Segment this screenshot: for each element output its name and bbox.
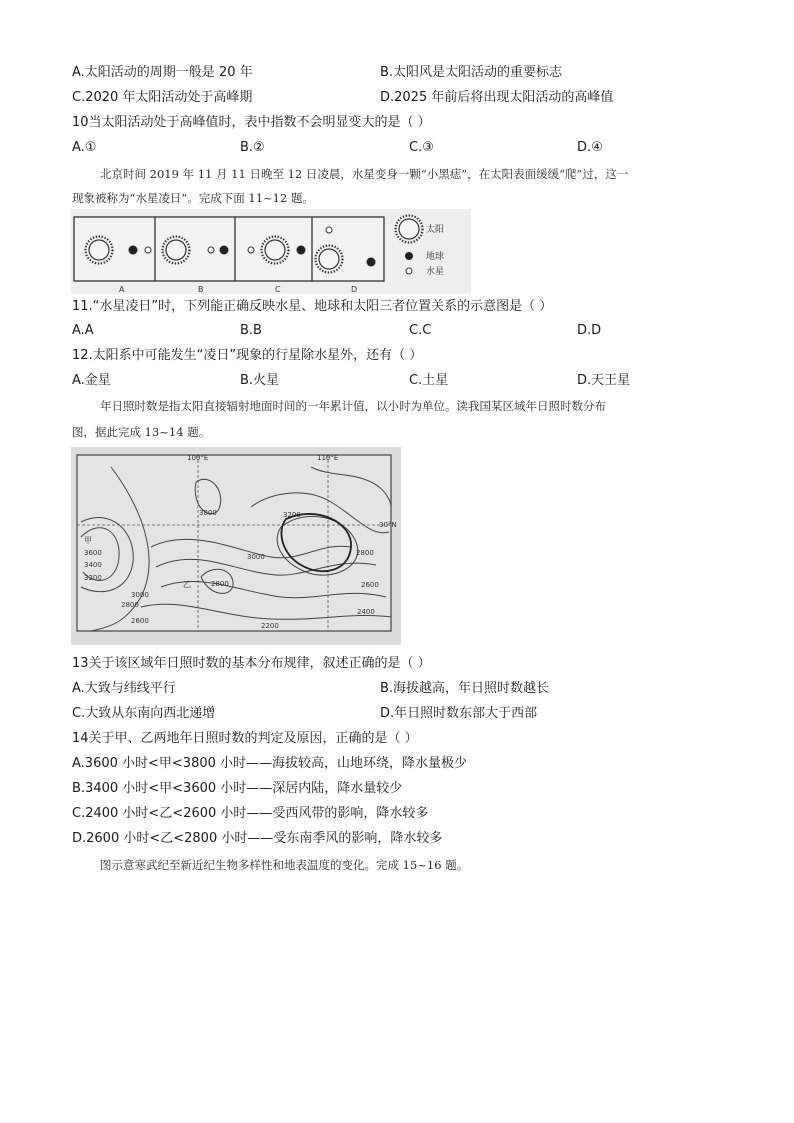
panel-d-earth-icon	[367, 258, 376, 267]
contour-label: 2800	[356, 549, 374, 557]
lat-label-30n: 30°N	[379, 521, 397, 529]
q14-option-a: A.3600 小时<甲<3800 小时——海拔较高，山地环绕，降水量极少	[72, 756, 468, 771]
contour-label: 2400	[357, 608, 375, 616]
q12-option-d: D.天王星	[577, 373, 631, 388]
q11-option-d: D.D	[577, 323, 602, 338]
passage-sunshine-line1: 年日照时数是指太阳直接辐射地面时间的一年累计值，以小时为单位。读我国某区域年日照时数分布	[100, 399, 606, 413]
passage-mercury-line1: 北京时间 2019 年 11 月 11 日晚至 12 日凌晨，水星变身一颗“小黑痣”，在太阳表面缓缓“爬”过，这一	[100, 167, 629, 181]
q13-option-d: D.年日照时数东部大于西部	[380, 706, 538, 721]
q10-option-d: D.④	[577, 140, 603, 155]
q12-option-a: A.金星	[72, 373, 111, 388]
contour-label: 3800	[199, 509, 217, 517]
panel-d-mercury-icon	[326, 227, 332, 233]
panel-b-earth-icon	[220, 246, 229, 255]
legend-earth-icon	[405, 252, 413, 260]
q9-option-a: A.太阳活动的周期一般是 20 年	[72, 65, 253, 80]
contour-label: 3600	[84, 549, 102, 557]
panel-c-mercury-icon	[248, 247, 254, 253]
contour-label: 2800	[211, 580, 229, 588]
q13-option-a: A.大致与纬线平行	[72, 681, 176, 696]
q9-option-c: C.2020 年太阳活动处于高峰期	[72, 90, 253, 105]
q10-option-a: A.①	[72, 140, 97, 155]
panel-b-mercury-icon	[208, 247, 214, 253]
lon-label-100e: 100°E	[187, 454, 209, 462]
q11-option-a: A.A	[72, 323, 94, 338]
q12-option-c: C.土星	[409, 373, 449, 388]
q14-option-d: D.2600 小时<乙<2800 小时——受东南季风的影响，降水较多	[72, 831, 443, 846]
legend-sun-label: 太阳	[426, 225, 445, 235]
contour-label: 3000	[131, 591, 149, 599]
contour-label: 2800	[121, 601, 139, 609]
q13-stem: 13关于该区域年日照时数的基本分布规律，叙述正确的是（ ）	[72, 656, 431, 671]
passage-mercury-line2: 现象被称为“水星凌日”。完成下面 11~12 题。	[72, 191, 314, 205]
legend-earth-label: 地球	[426, 252, 445, 262]
lon-label-110e: 110°E	[317, 454, 339, 462]
q9-option-d: D.2025 年前后将出现太阳活动的高峰值	[380, 90, 614, 105]
passage-biodiversity: 图示意寒武纪至新近纪生物多样性和地表温度的变化。完成 15~16 题。	[100, 858, 469, 872]
legend-sun-icon	[396, 216, 423, 243]
transit-figure	[71, 209, 471, 294]
contour-label: 3200	[84, 574, 102, 582]
q11-option-b: B.B	[240, 323, 262, 338]
contour-label: 2200	[261, 622, 279, 630]
panel-a-earth-icon	[129, 246, 138, 255]
contour-label: 2600	[361, 581, 379, 589]
contour-label: 2600	[131, 617, 149, 625]
place-label-yi: 乙	[183, 580, 191, 589]
panel-label-d: D	[351, 285, 358, 294]
contour-label: 3000	[247, 553, 265, 561]
passage-sunshine-line2: 图，据此完成 13~14 题。	[72, 425, 211, 439]
panel-label-a: A	[119, 285, 125, 294]
q10-option-b: B.②	[240, 140, 265, 155]
q14-option-b: B.3400 小时<甲<3600 小时——深居内陆，降水量较少	[72, 781, 403, 796]
q11-option-c: C.C	[409, 323, 432, 338]
q14-stem: 14关于甲、乙两地年日照时数的判定及原因，正确的是（ ）	[72, 731, 418, 746]
q9-option-b: B.太阳风是太阳活动的重要标志	[380, 65, 563, 80]
sunshine-map-figure	[71, 447, 401, 645]
panel-a-mercury-icon	[145, 247, 151, 253]
place-label-jia: 甲	[84, 536, 92, 545]
panel-c-earth-icon	[297, 246, 306, 255]
q10-stem: 10当太阳活动处于高峰值时，表中指数不会明显变大的是（ ）	[72, 115, 431, 130]
q10-option-c: C.③	[409, 140, 434, 155]
contour-label: 3200	[283, 511, 301, 519]
legend-mercury-icon	[406, 268, 412, 274]
panel-label-c: C	[275, 285, 281, 294]
q12-stem: 12.太阳系中可能发生“凌日”现象的行星除水星外，还有（ ）	[72, 348, 423, 363]
transit-diagram	[71, 209, 471, 294]
q14-option-c: C.2400 小时<乙<2600 小时——受西风带的影响，降水较多	[72, 806, 429, 821]
q13-option-b: B.海拔越高，年日照时数越长	[380, 681, 550, 696]
q11-stem: 11.“水星凌日”时，下列能正确反映水星、地球和太阳三者位置关系的示意图是（ ）	[72, 299, 553, 314]
panel-label-b: B	[198, 285, 204, 294]
sunshine-contour-map	[71, 447, 401, 645]
contour-label: 3400	[84, 561, 102, 569]
q12-option-b: B.火星	[240, 373, 280, 388]
q13-option-c: C.大致从东南向西北递增	[72, 706, 216, 721]
legend-mercury-label: 水星	[426, 267, 445, 277]
